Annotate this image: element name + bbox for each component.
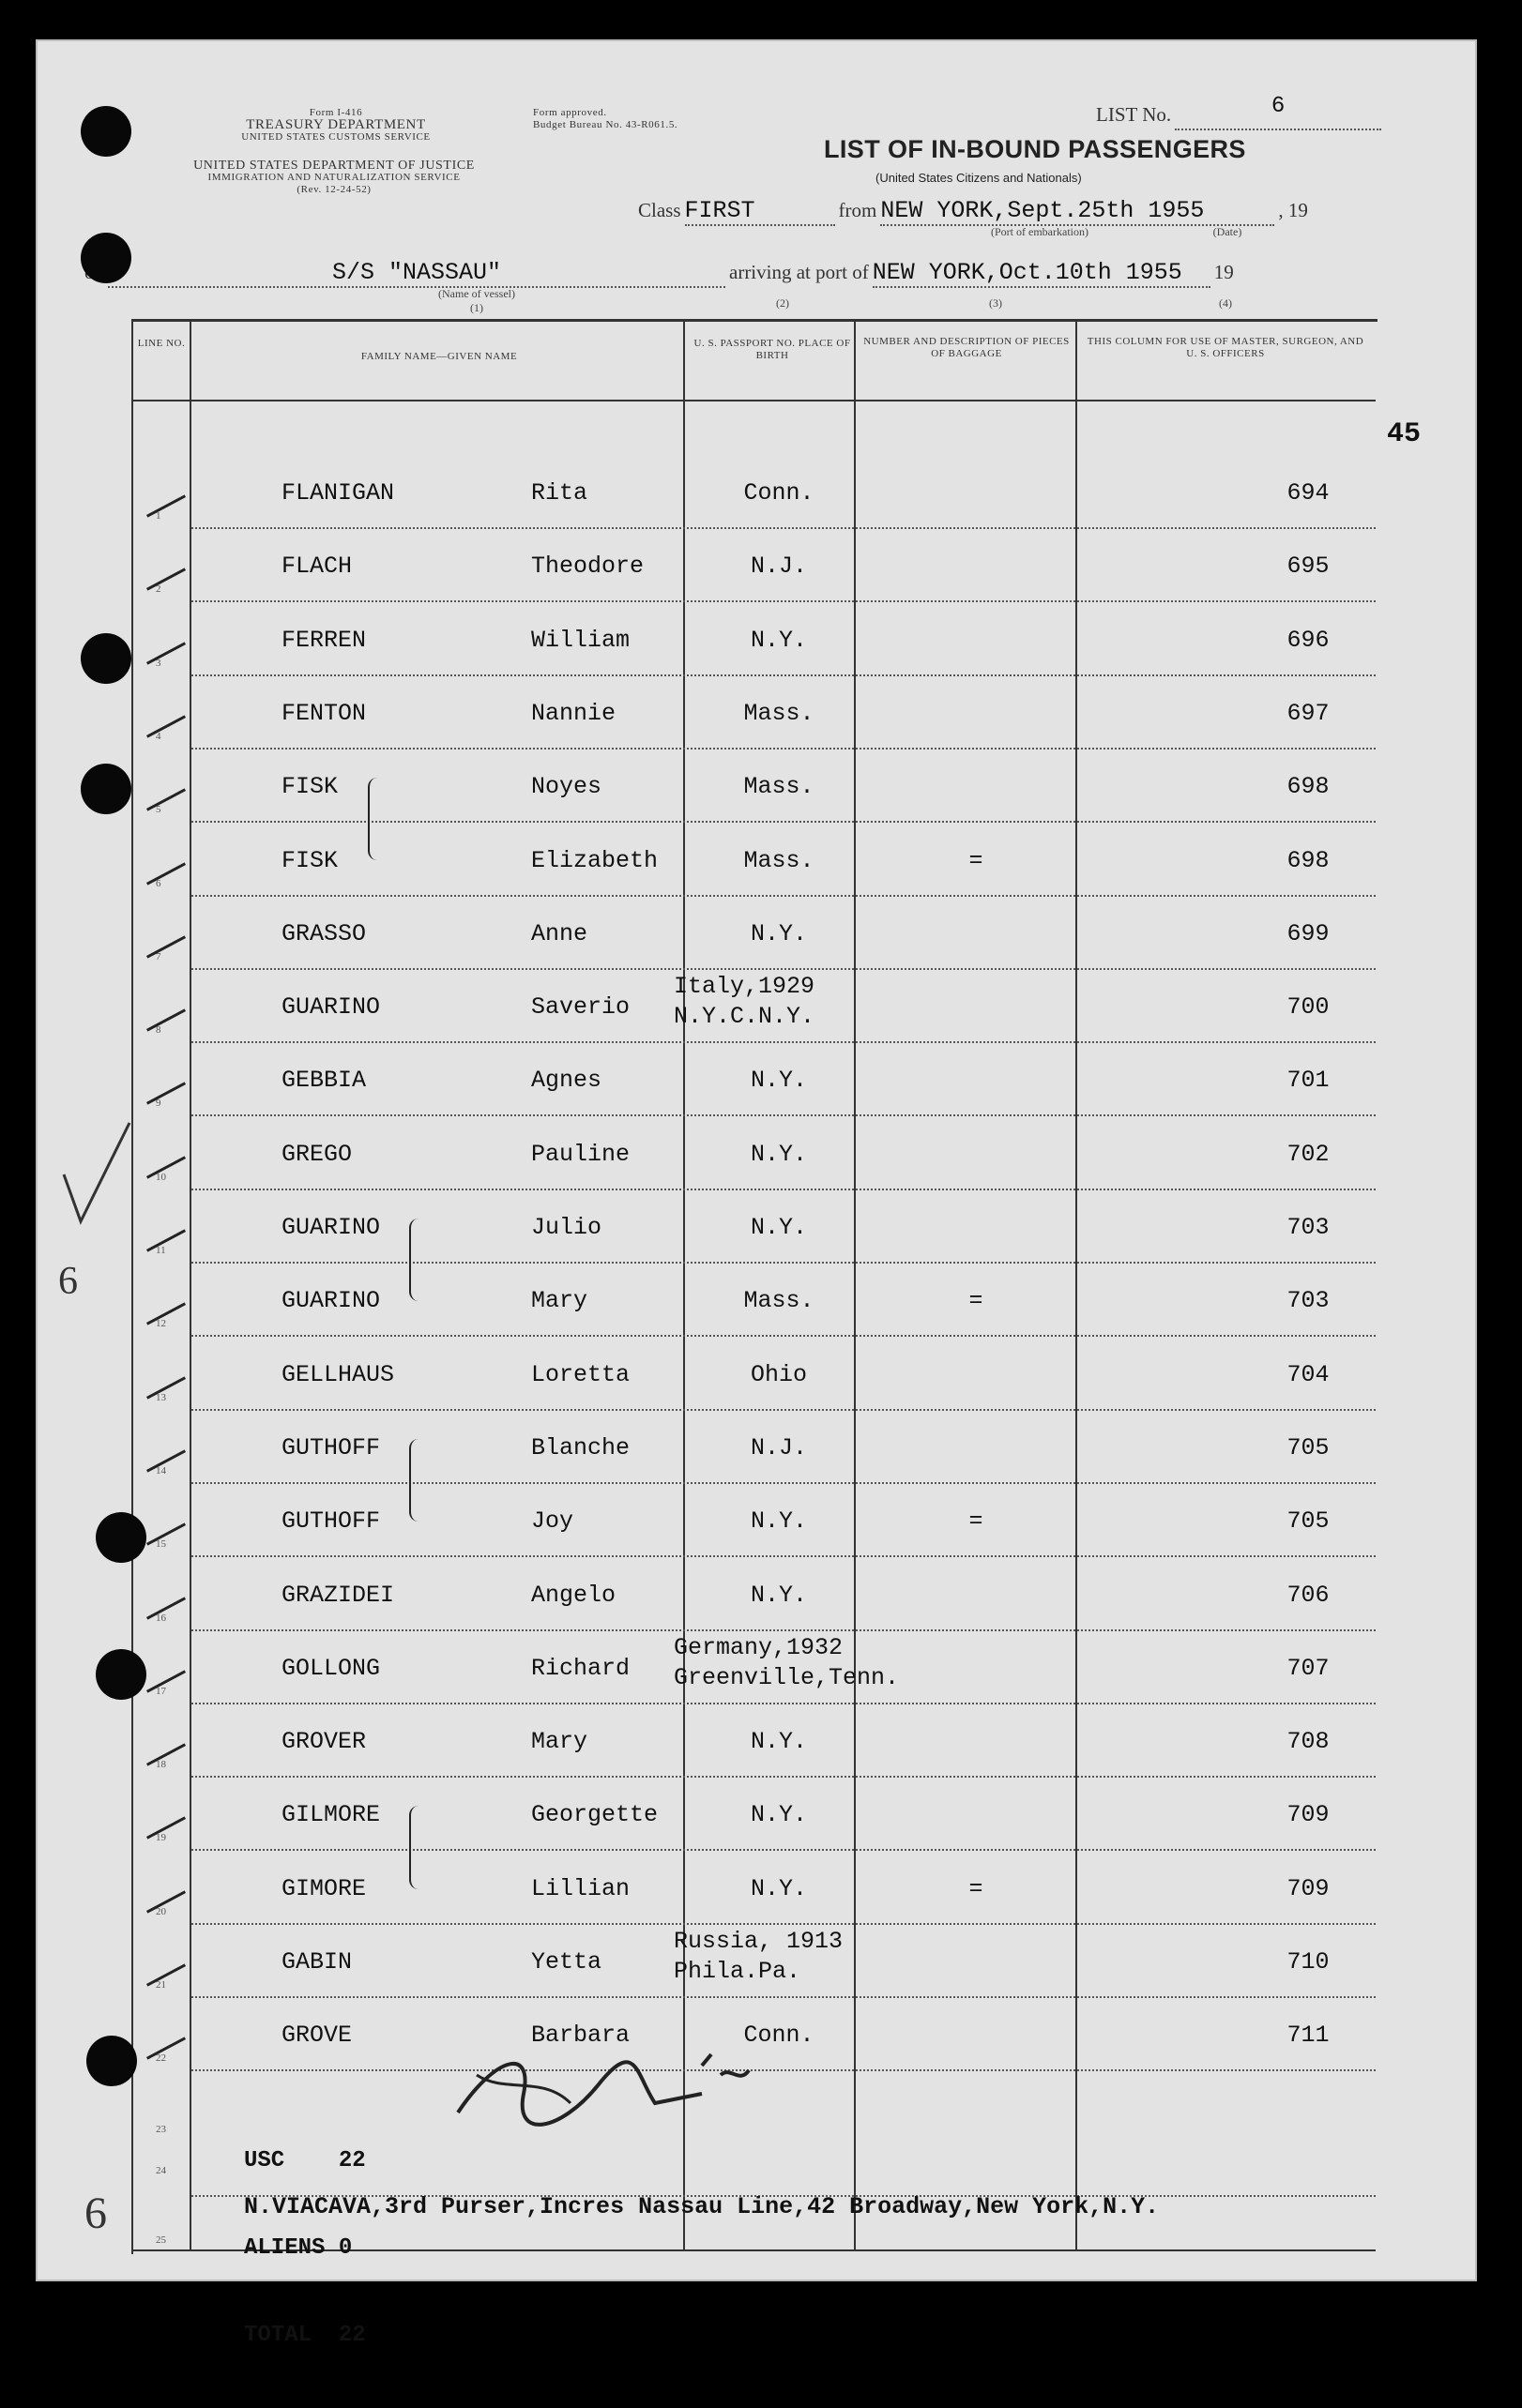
officer-number-cell: 711 [1286,2022,1330,2050]
vessel-line [84,259,1417,288]
form-approved-label: Form approved. [533,107,607,118]
check-tick-mark [146,1890,186,1913]
place-of-birth-cell: Mass. [743,846,814,874]
table-row [131,1338,1376,1411]
table-row [131,1631,1376,1704]
line-number: 1 [156,510,161,522]
treasury-label: TREASURY DEPARTMENT [246,117,426,132]
line-number: 21 [156,1979,166,1991]
place-of-birth-cell: N.Y. [750,919,807,947]
given-name-cell: Loretta [531,1360,631,1388]
place-of-birth-cell: N.Y. [750,1140,807,1168]
family-name-cell: GUARINO [282,993,381,1022]
binder-hole [86,2036,137,2086]
place-of-birth-cell: N.J. [750,1433,807,1461]
line-number: 18 [156,1759,166,1771]
check-tick-mark [146,568,186,591]
table-row [131,824,1376,897]
form-number: Form I-416 [309,107,363,118]
check-tick-mark [146,1376,186,1399]
given-name-cell: Richard [531,1654,631,1682]
table-row [131,1043,1376,1116]
place-of-birth-cell: Mass. [743,1287,814,1315]
year-suffix: , 19 [1278,199,1308,221]
family-name-cell: FENTON [282,699,367,727]
check-tick-mark [146,2037,186,2060]
given-name-cell: Elizabeth [531,846,659,874]
check-tick-mark [146,1963,186,1986]
table-row [131,1852,1376,1925]
given-name-cell: Blanche [531,1433,631,1461]
signature-scrawl [420,2037,758,2141]
officer-number-cell: 701 [1286,1067,1330,1095]
margin-check-mark [54,1118,139,1231]
check-tick-mark [146,862,186,885]
check-tick-mark [146,1743,186,1765]
given-name-cell: Pauline [531,1140,631,1168]
given-name-cell: Julio [531,1214,602,1241]
binder-hole [96,1512,146,1563]
check-tick-mark [146,1303,186,1325]
line-number: 17 [156,1685,166,1697]
officer-number-cell: 696 [1286,626,1330,654]
given-name-cell: Mary [531,1728,588,1756]
col-head-officers: THIS COLUMN FOR USE OF MASTER, SURGEON, AND U. S. OFFICERS [1087,336,1364,359]
binder-hole [81,764,131,814]
port-embarkation-caption: (Port of embarkation) [991,225,1088,238]
check-tick-mark [146,1597,186,1619]
given-name-cell: Rita [531,479,588,507]
family-group-brace [368,778,385,860]
col-head-name: FAMILY NAME—GIVEN NAME [360,351,518,362]
line-number-23: 23 [156,2124,166,2135]
immigration-label: IMMIGRATION AND NATURALIZATION SERVICE [207,172,461,183]
list-no-label: LIST No. [1096,103,1172,126]
table-row [131,750,1376,823]
line-number: 11 [156,1245,166,1256]
customs-label: UNITED STATES CUSTOMS SERVICE [241,131,431,143]
given-name-cell: Nannie [531,699,616,727]
given-name-cell: Joy [531,1507,574,1536]
officer-number-cell: 694 [1286,479,1330,507]
check-tick-mark [146,494,186,517]
line-number: 16 [156,1612,166,1624]
arriving-year-suffix: 19 [1213,261,1234,283]
col-head-baggage: NUMBER AND DESCRIPTION OF PIECES OF BAGGAGE [863,336,1070,359]
family-name-cell: FLACH [282,553,353,581]
embarkation-value: NEW YORK,Sept.25th 1955 [880,197,1274,226]
table-row [131,603,1376,676]
page-title: LIST OF IN-BOUND PASSENGERS [824,135,1246,163]
family-name-cell: GUTHOFF [282,1507,381,1536]
check-tick-mark [146,1670,186,1692]
check-tick-mark [146,1817,186,1840]
table-row [131,1925,1376,1998]
passenger-list-page [36,39,1477,2348]
row-rule [191,2069,1376,2071]
check-tick-mark [146,642,186,664]
page-mark: 45 [1387,418,1422,450]
officer-number-cell: 709 [1286,1874,1330,1902]
justice-block [118,159,550,196]
check-tick-mark [146,1523,186,1546]
line-number: 14 [156,1464,166,1477]
list-number-value: 6 [1271,94,1286,119]
grand-total: TOTAL 22 [244,2323,366,2348]
family-name-cell: GEBBIA [282,1067,367,1095]
family-name-cell: FISK [282,846,339,874]
arrival-port-date: NEW YORK,Oct.10th 1955 [873,259,1210,288]
officer-number-cell: 705 [1286,1433,1330,1461]
place-of-birth-cell: N.J. [750,553,807,581]
header-rule [131,400,1376,401]
aliens-total: ALIENS 0 [244,2235,353,2261]
line-number: 4 [156,730,161,742]
place-of-birth-cell: Italy,1929 N.Y.C.N.Y. [674,973,815,1031]
col-head-line: LINE NO. [137,338,186,349]
class-value: FIRST [685,197,835,226]
officer-number-cell: 695 [1286,553,1330,581]
officer-number-cell: 699 [1286,919,1330,947]
line-number: 9 [156,1098,161,1110]
col2-number: (2) [776,296,789,310]
officer-number-cell: 697 [1286,699,1330,727]
place-of-birth-cell: Conn. [743,2022,814,2050]
given-name-cell: Noyes [531,773,602,801]
table-row [131,1190,1376,1264]
binder-hole [81,233,131,283]
given-name-cell: Georgette [531,1801,659,1829]
from-label: from [838,199,877,221]
family-name-cell: GIMORE [282,1874,367,1902]
check-tick-mark [146,789,186,811]
officer-number-cell: 706 [1286,1581,1330,1609]
table-row [131,1484,1376,1557]
officer-number-cell: 707 [1286,1654,1330,1682]
place-of-birth-cell: Conn. [743,479,814,507]
given-name-cell: Saverio [531,993,631,1022]
family-name-cell: GUTHOFF [282,1433,381,1461]
family-name-cell: GUARINO [282,1214,381,1241]
given-name-cell: Mary [531,1287,588,1315]
page-subtitle: (United States Citizens and Nationals) [875,171,1082,185]
budget-bureau-label: Budget Bureau No. 43-R061.5. [533,119,678,130]
given-name-cell: Theodore [531,553,645,581]
list-number-field [1096,94,1415,130]
family-name-cell: FERREN [282,626,367,654]
class-label: Class [638,199,681,221]
totals-block [244,2088,366,2408]
line-number: 3 [156,657,161,669]
line-number: 7 [156,950,161,962]
officer-number-cell: 710 [1286,1948,1330,1976]
place-of-birth-cell: N.Y. [750,1728,807,1756]
family-name-cell: FISK [282,773,339,801]
place-of-birth-cell: Mass. [743,699,814,727]
table-row [131,897,1376,970]
officer-number-cell: 698 [1286,846,1330,874]
purser-footer: N.VIACAVA,3rd Purser,Incres Nassau Line,42 Broadway,New York,N.Y. [244,2193,1160,2220]
family-name-cell: GRASSO [282,919,367,947]
line-number: 12 [156,1318,166,1330]
usc-total: USC 22 [244,2148,366,2173]
line-number: 15 [156,1538,166,1551]
family-group-brace [409,1806,426,1888]
place-of-birth-cell: N.Y. [750,1801,807,1829]
binder-hole [81,106,131,157]
officer-number-cell: 703 [1286,1287,1330,1315]
line-number: 13 [156,1391,166,1403]
check-tick-mark [146,1008,186,1031]
table-row [131,1778,1376,1851]
officer-number-cell: 704 [1286,1360,1330,1388]
family-name-cell: GRAZIDEI [282,1581,395,1609]
place-of-birth-cell: Ohio [750,1360,807,1388]
family-group-brace [409,1219,426,1301]
place-of-birth-cell: Russia, 1913 Phila.Pa. [674,1928,844,1985]
vessel-name: S/S "NASSAU" [108,259,725,288]
margin-note-6-upper: 6 [58,1260,78,1303]
family-name-cell: GROVE [282,2022,353,2050]
check-tick-mark [146,1156,186,1178]
table-row [131,1117,1376,1190]
given-name-cell: Angelo [531,1581,616,1609]
place-of-birth-cell: Mass. [743,773,814,801]
binder-hole [96,1649,146,1700]
baggage-cell: = [968,1287,983,1315]
given-name-cell: Anne [531,919,588,947]
col3-number: (3) [989,296,1002,310]
family-name-cell: GABIN [282,1948,353,1976]
place-of-birth-cell: N.Y. [750,1507,807,1536]
baggage-cell: = [968,1507,983,1536]
family-name-cell: GROVER [282,1728,367,1756]
table-row [131,1704,1376,1778]
family-name-cell: GUARINO [282,1287,381,1315]
family-name-cell: GELLHAUS [282,1360,395,1388]
family-name-cell: GREGO [282,1140,353,1168]
officer-number-cell: 700 [1286,993,1330,1022]
table-row [131,1264,1376,1337]
family-name-cell: FLANIGAN [282,479,395,507]
check-tick-mark [146,1083,186,1105]
form-approved-block [533,107,758,131]
margin-note-6-lower: 6 [84,2188,107,2238]
table-row [131,676,1376,750]
place-of-birth-cell: N.Y. [750,1214,807,1241]
place-of-birth-cell: Germany,1932 Greenville,Tenn. [674,1633,900,1691]
line-number: 5 [156,804,161,816]
check-tick-mark [146,1229,186,1251]
arriving-label: arriving at port of [729,261,869,283]
date-caption: (Date) [1212,225,1242,238]
vessel-caption: (Name of vessel) (1) [438,287,515,314]
given-name-cell: Yetta [531,1948,602,1976]
family-name-cell: GOLLONG [282,1654,381,1682]
family-group-brace [409,1439,426,1522]
line-number-24: 24 [156,2165,166,2176]
given-name-cell: William [531,626,631,654]
place-of-birth-cell: N.Y. [750,1067,807,1095]
line-number: 8 [156,1024,161,1037]
table-row [131,970,1376,1043]
given-name-cell: Agnes [531,1067,602,1095]
table-row [131,529,1376,602]
place-of-birth-cell: N.Y. [750,1581,807,1609]
col-head-passport: U. S. PASSPORT NO. PLACE OF BIRTH [693,338,851,361]
officer-number-cell: 708 [1286,1728,1330,1756]
form-id-block [195,107,477,144]
check-tick-mark [146,1449,186,1472]
line-number: 19 [156,1832,166,1844]
line-number: 22 [156,2052,166,2065]
given-name-cell: Lillian [531,1874,631,1902]
table-row [131,1558,1376,1631]
table-row [131,1411,1376,1484]
line-number: 2 [156,583,161,596]
officer-number-cell: 702 [1286,1140,1330,1168]
binder-hole [81,633,131,684]
line-number: 10 [156,1171,166,1183]
place-of-birth-cell: N.Y. [750,626,807,654]
given-name-cell: Barbara [531,2022,631,2050]
col4-number: (4) [1219,296,1232,310]
baggage-cell: = [968,846,983,874]
revision-label: (Rev. 12-24-52) [297,184,372,195]
class-route-line [638,197,1408,227]
table-row [131,456,1376,529]
baggage-cell: = [968,1874,983,1902]
officer-number-cell: 703 [1286,1214,1330,1241]
family-name-cell: GILMORE [282,1801,381,1829]
check-tick-mark [146,935,186,958]
line-number-25: 25 [156,2234,166,2246]
officer-number-cell: 698 [1286,773,1330,801]
place-of-birth-cell: N.Y. [750,1874,807,1902]
officer-number-cell: 709 [1286,1801,1330,1829]
justice-label: UNITED STATES DEPARTMENT OF JUSTICE [193,159,475,173]
officer-number-cell: 705 [1286,1507,1330,1536]
check-tick-mark [146,715,186,737]
line-number: 6 [156,877,161,889]
line-number: 20 [156,1905,166,1917]
